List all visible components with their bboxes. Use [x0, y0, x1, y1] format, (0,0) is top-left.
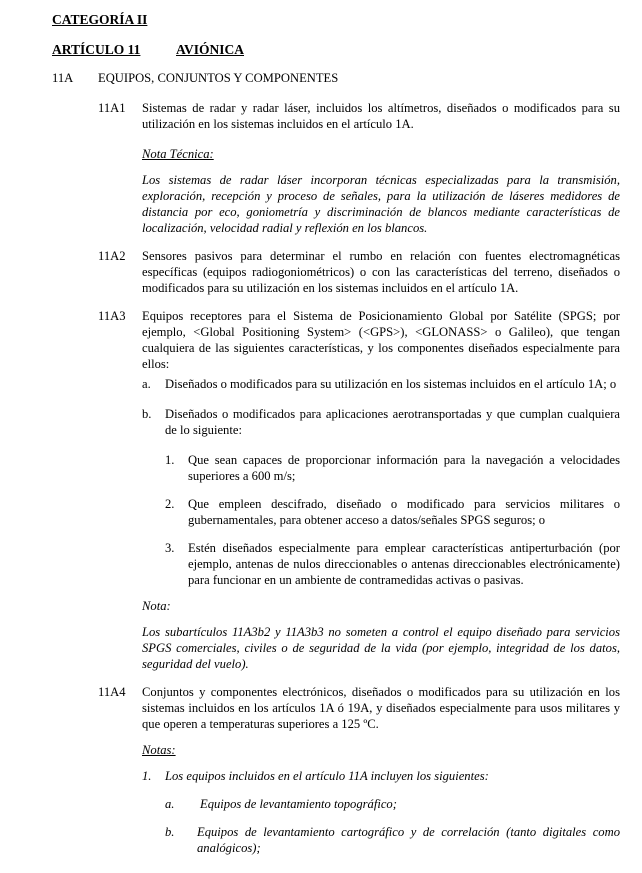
note-subitem-text: Equipos de levantamiento topográfico;	[200, 797, 397, 811]
item-code-11a2: 11A2	[98, 249, 126, 263]
item-11a4-line: Conjuntos y componentes electrónicos, diseñados o modificados para su utilización en los	[142, 685, 620, 699]
subsubitem-label: 2.	[165, 497, 175, 511]
subsubitem-label: 3.	[165, 541, 175, 555]
article-title: AVIÓNICA	[176, 42, 245, 57]
item-11a1-line: utilización en los sistemas incluidos en el artículo 1A.	[142, 117, 414, 131]
article-number: ARTÍCULO 11	[52, 42, 141, 57]
note-line: exploración, recepción y proceso de señales, para la utilización de láseres medidores de	[142, 189, 620, 203]
subsubitem-text: Estén diseñados especialmente para emplear características antiperturbación (por	[188, 541, 620, 555]
note-line: Los subartículos 11A3b2 y 11A3b3 no someten a control el equipo diseñado para servicios	[142, 625, 620, 639]
subsubitem-text: ejemplo, antenas de nulos direccionables o antenas direccionables electrónicamente)	[188, 557, 620, 571]
subitem-text: de lo siguiente:	[165, 423, 242, 437]
category-heading: CATEGORÍA II	[52, 12, 148, 27]
item-11a1-line: Sistemas de radar y radar láser, incluidos los altímetros, diseñados o modificados para su	[142, 101, 620, 115]
note-subitem-text: Equipos de levantamiento cartográfico y de correlación (tanto digitales como	[197, 825, 620, 839]
subsubitem-text: gubernamentales, para obtener acceso a datos/señales SPGS seguros; o	[188, 513, 546, 527]
section-code: 11A	[52, 71, 74, 85]
subitem-text: Diseñados o modificados para aplicaciones aerotransportadas y que cumplan cualquiera	[165, 407, 620, 421]
item-11a2-line: modificados para su utilización en los sistemas incluidos en el artículo 1A.	[142, 281, 519, 295]
note-item-text: Los equipos incluidos en el artículo 11A incluyen los siguientes:	[165, 769, 489, 783]
subitem-label: b.	[142, 407, 152, 421]
item-11a2-line: específicas (equipos radiogoniométricos) o con las características del terreno, diseñados o	[142, 265, 620, 279]
subsubitem-text: para funcionar en un ambiente de contramedidas activas o pasivas.	[188, 573, 524, 587]
item-11a3-line: Equipos receptores para el Sistema de Posicionamiento Global por Satélite (SPGS; por	[142, 309, 620, 323]
note-subitem-label: b.	[165, 825, 175, 839]
subitem-text: Diseñados o modificados para su utilización en los sistemas incluidos en el artículo 1A; o	[165, 377, 617, 391]
note-subitem-text: analógicos);	[197, 841, 261, 855]
item-11a3-line: ellos:	[142, 357, 170, 371]
note-item-label: 1.	[142, 769, 152, 783]
subsubitem-label: 1.	[165, 453, 175, 467]
item-code-11a4: 11A4	[98, 685, 126, 699]
item-11a4-line: sistemas incluidos en los artículos 1A ó 19A, y diseñados especialmente para usos militares y	[142, 701, 620, 715]
subitem-label: a.	[142, 377, 151, 391]
section-title: EQUIPOS, CONJUNTOS Y COMPONENTES	[98, 71, 339, 85]
item-11a3-line: cualquiera de las siguientes características, y los componentes diseñados especialmente para	[142, 341, 620, 355]
item-11a4-line: que operen a temperaturas superiores a 125 ºC.	[142, 717, 379, 731]
subsubitem-text: Que empleen descifrado, diseñado o modificado para servicios militares o	[188, 497, 620, 511]
subsubitem-text: superiores a 600 m/s;	[188, 469, 296, 483]
note-line: distancia por eco, goniometría y discriminación de blancos mediante características de	[142, 205, 620, 219]
item-11a3-line: ejemplo, <Global Positioning System> (<GPS>), <GLONASS> o Galileo), que tengan	[142, 325, 620, 339]
notes-title: Notas:	[142, 743, 176, 757]
note-line: SPGS comerciales, civiles o de seguridad de la vida (por ejemplo, integridad de los datos,	[142, 641, 620, 655]
item-code-11a1: 11A1	[98, 101, 126, 115]
subsubitem-text: Que sean capaces de proporcionar información para la navegación a velocidades	[188, 453, 620, 467]
note-title: Nota Técnica:	[142, 147, 214, 161]
note-line: seguridad del vuelo).	[142, 657, 249, 671]
note-line: localización, velocidad radial y reflexión en los blancos.	[142, 221, 428, 235]
note-title: Nota:	[142, 599, 171, 613]
note-subitem-label: a.	[165, 797, 175, 811]
note-line: Los sistemas de radar láser incorporan técnicas especializadas para la transmisión,	[142, 173, 620, 187]
item-code-11a3: 11A3	[98, 309, 126, 323]
item-11a2-line: Sensores pasivos para determinar el rumbo en relación con fuentes electromagnéticas	[142, 249, 620, 263]
